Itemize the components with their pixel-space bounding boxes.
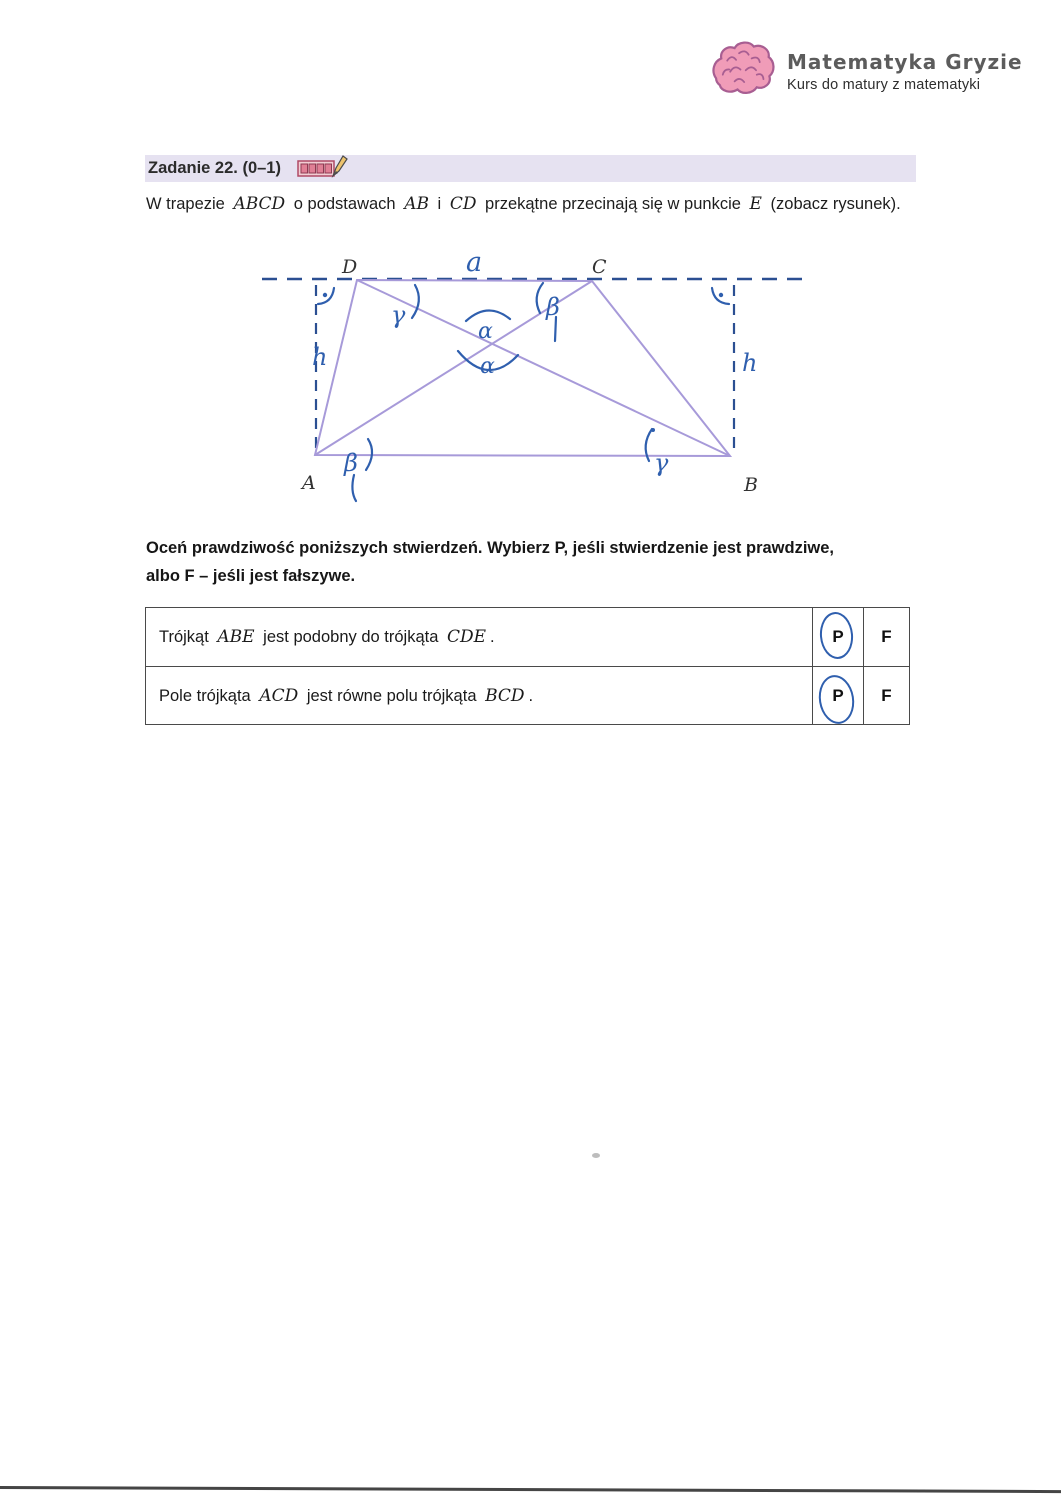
vertex-label-A: A — [302, 472, 316, 494]
table-row-1 — [146, 608, 909, 666]
right-angle-mark-right — [712, 288, 729, 304]
row-1-pen-circle-on-P — [818, 611, 855, 661]
row-2-pen-circle-on-P — [815, 673, 857, 727]
task-header-band — [145, 155, 916, 182]
vertex-label-C: C — [592, 256, 607, 278]
diagonal-DB — [357, 280, 730, 456]
table-row-2 — [146, 666, 909, 724]
answer-boxes-pencil-icon — [297, 154, 349, 180]
statement-2-text: Pole trójkąta ACD jest równe polu trójkąta BCD . — [159, 685, 534, 706]
pencil-icon — [333, 156, 347, 176]
row-1-option-F: F — [863, 608, 909, 666]
svg-text:β: β — [344, 449, 358, 477]
scan-speck — [592, 1153, 600, 1158]
trapezoid-outline — [315, 280, 730, 456]
svg-text:γ: γ — [391, 301, 406, 329]
trapezoid-figure — [250, 243, 830, 521]
brain-icon — [705, 36, 779, 106]
instruction-text: Oceń prawdziwość poniższych stwierdzeń. Wybierz P, jeśli stwierdzenie jest prawdziwe, albo F – jeśli jest fałszywe. — [146, 539, 835, 585]
svg-text:β: β — [546, 293, 560, 321]
right-angle-mark-left — [318, 288, 334, 304]
logo-title: Matematyka Gryzie — [787, 49, 1023, 74]
angle-beta-at-A — [343, 439, 372, 501]
svg-text:α: α — [480, 354, 495, 379]
svg-text:α: α — [478, 319, 493, 344]
logo-subtitle: Kurs do matury z matematyki — [787, 76, 981, 93]
statement-1-text: Trójkąt ABE jest podobny do trójkąta CDE . — [159, 627, 495, 647]
vertex-label-D: D — [342, 256, 358, 278]
angle-gamma-at-B — [646, 428, 669, 477]
angle-beta-at-C — [537, 283, 560, 341]
vertex-label-B: B — [744, 474, 758, 496]
angle-alpha-at-E-top — [466, 310, 510, 344]
row-1-option-P: P — [812, 608, 863, 666]
row-2-option-P: P — [812, 667, 863, 724]
task-number-label: Zadanie 22. (0–1) — [148, 159, 281, 177]
label-height-right-h: h — [742, 349, 758, 377]
label-top-base-a: a — [466, 247, 483, 278]
statements-table — [145, 607, 910, 725]
task-intro-text: W trapezie ABCD o podstawach AB i CD przekątne przecinają się w punkcie E (zobacz rysunek). — [146, 194, 901, 214]
angle-alpha-at-E-bottom — [458, 351, 518, 379]
row-2-option-F: F — [863, 667, 909, 724]
logo — [705, 36, 1023, 106]
page-bottom-scan-line — [0, 1486, 1061, 1493]
svg-text:γ: γ — [654, 449, 669, 477]
label-height-left-h: h — [312, 343, 328, 371]
